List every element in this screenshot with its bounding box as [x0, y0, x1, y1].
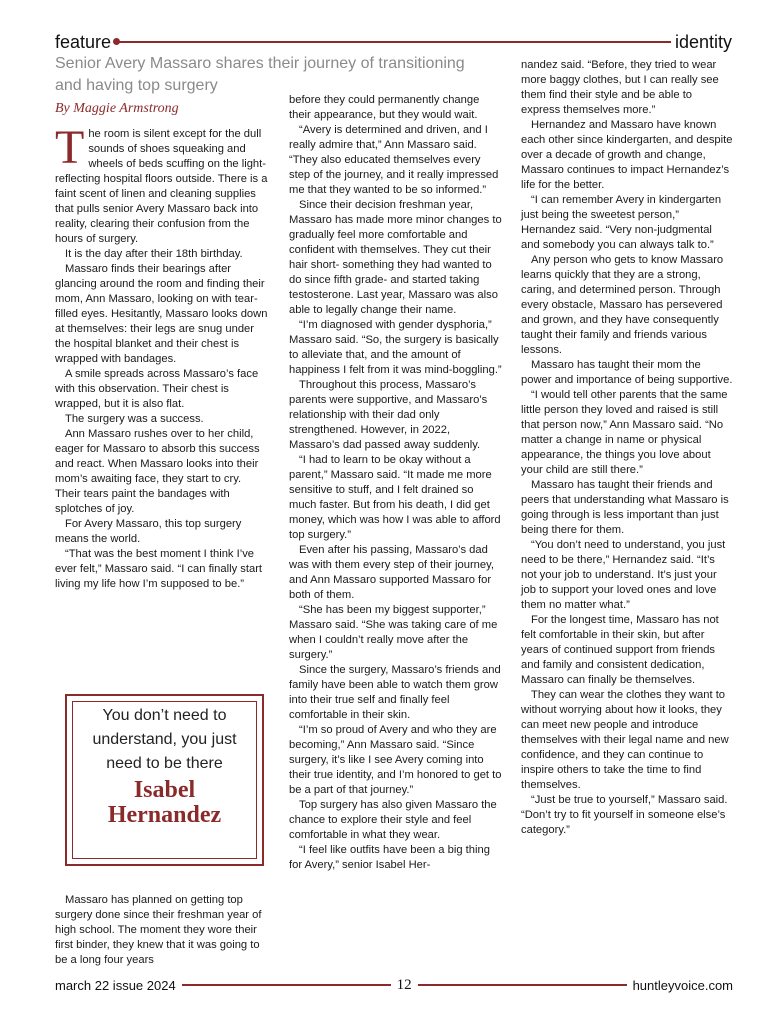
paragraph: “She has been my biggest supporter,” Massaro said. “She was taking care of me when I couldn’t really move after the surgery.” — [289, 604, 498, 661]
paragraph: Since the surgery, Massaro’s friends and family have been able to watch them grow into their true self and finally feel comfortable in their skin. — [289, 664, 501, 721]
paragraph: Massaro has taught their mom the power and importance of being supportive. — [521, 359, 733, 386]
pull-quote-text: You don’t need to understand, you just need to be there — [92, 707, 237, 772]
issue-date: march 22 issue 2024 — [55, 977, 176, 993]
pull-quote-inner-border — [72, 701, 257, 859]
paragraph: For Avery Massaro, this top surgery means the world. — [55, 518, 242, 545]
paragraph: “Just be true to yourself,” Massaro said. “Don’t try to fit yourself in someone else’s category.” — [521, 794, 728, 836]
paragraph: It is the day after their 18th birthday. — [65, 248, 243, 260]
site-url: huntleyvoice.com — [632, 977, 734, 993]
paragraph: “I can remember Avery in kindergarten just being the sweetest person,” Hernandez said. “Very non-judgmental and somebody you can always talk to.” — [521, 194, 722, 251]
paragraph: “You don’t need to understand, you just need to be there,” Hernandez said. “It’s not your job to understand. It’s just your job to support your loved ones and love them no matter what.” — [521, 539, 726, 611]
paragraph: Since their decision freshman year, Massaro has made more minor changes to gradually feel more comfortable and confident with themselves. They cut their hair short- something they had wanted to do since fifth grade- and started taking testosterone. Last year, Massaro was also able to legally change their name. — [289, 199, 502, 316]
drop-cap: T — [55, 121, 85, 174]
paragraph: The surgery was a success. — [65, 413, 204, 425]
paragraph: Ann Massaro rushes over to her child, eager for Massaro to absorb this success and react. When Massaro looks into their mom’s awaiting face, they start to cry. Their tears paint the bandages with splotches of joy. — [55, 428, 260, 515]
paragraph: Throughout this process, Massaro’s parents were supportive, and Massaro’s relationship with their dad only strengthened. However, in 2022, Massaro’s dad passed away suddenly. — [289, 379, 488, 451]
pull-quote-box — [65, 694, 264, 866]
header-rule — [115, 41, 671, 43]
paragraph: before they could permanently change their appearance, but they would wait. — [289, 94, 480, 121]
paragraph: “I’m so proud of Avery and who they are becoming,” Ann Massaro said. “Since surgery, it’s like I see Avery coming into their true identity, and I’m honored to get to be a part of that journey.” — [289, 724, 502, 796]
section-label-left: feature — [55, 31, 112, 52]
paragraph: “I feel like outfits have been a big thing for Avery,” senior Isabel Her- — [289, 844, 490, 871]
paragraph: nandez said. “Before, they tried to wear more baggy clothes, but I can really see them find their style and be able to express themselves more.” — [521, 59, 719, 116]
page-footer — [55, 975, 733, 995]
footer-rule — [418, 984, 627, 986]
article-subhead: Senior Avery Massaro shares their journey of transitioning and having top surgery — [55, 55, 465, 94]
paragraph: For the longest time, Massaro has not felt comfortable in their skin, but after years of continued support from friends and family and consistent dedication, Massaro can finally be themselves. — [521, 614, 719, 686]
column-1 — [55, 121, 269, 592]
column-1-bottom — [55, 893, 269, 968]
paragraph: Massaro finds their bearings after glancing around the room and finding their mom, Ann Massaro, looking on with tear-filled eyes. Hesitantly, Massaro looks down at themselves: their legs are snug under the hospital blanket and their chest is wrapped with bandages. — [55, 263, 268, 365]
paragraph: “I’m diagnosed with gender dysphoria,” Massaro said. “So, the surgery is basically to alleviate that, and the amount of happiness I felt from it was mind-boggling.” — [289, 319, 502, 376]
paragraph: “I would tell other parents that the same little person they loved and raised is still that person now,” Ann Massaro said. “No matter a change in name or physical appearance, the things you love about your child are still there.” — [521, 389, 728, 476]
pull-quote-attribution: Isabel Hernandez — [107, 777, 222, 828]
paragraph: Even after his passing, Massaro’s dad was with them every step of their journey, and Ann Massaro supported Massaro for both of them. — [289, 544, 494, 601]
paragraph: “I had to learn to be okay without a parent,” Massaro said. “It made me more sensitive to stuff, and I felt drained so much faster. But from his death, I did get money, which was how I was able to afford top surgery.” — [289, 454, 501, 541]
paragraph: Massaro has planned on getting top surgery done since their freshman year of high school. The moment they wore their first binder, they knew that it was going to be a long four years — [55, 894, 262, 966]
paragraph: Any person who gets to know Massaro learns quickly that they are a strong, caring, and determined person. Through every obstacle, Massaro has persevered and grown, and they have consequently taught their family and friends various lessons. — [521, 254, 724, 356]
paragraph: Hernandez and Massaro have known each other since kindergarten, and despite over a decade of growth and change, Massaro continues to impact Hernandez’s life for the better. — [521, 119, 733, 191]
byline: By Maggie Armstrong — [55, 101, 179, 116]
paragraph: They can wear the clothes they want to without worrying about how it looks, they can meet new people and introduce themselves with their legal name and new confidence, and they can continue to inspire others to take the time to find themselves. — [521, 689, 729, 791]
page-header — [55, 30, 732, 54]
paragraph: Top surgery has also given Massaro the chance to explore their style and feel comfortable in what they wear. — [289, 799, 497, 841]
footer-rule — [182, 984, 391, 986]
section-label-right: identity — [674, 31, 732, 52]
column-2 — [289, 93, 503, 873]
page-number: 12 — [396, 976, 412, 993]
lead-paragraph: The room is silent except for the dull sounds of shoes squeaking and wheels of beds scuffing on the light-reflecting hospital floors outside. There is a faint scent of linen and cleaning supplies that pulls senior Avery Massaro back into reality, clearing their confusion from the hours of surgery. — [55, 121, 268, 245]
paragraph: Massaro has taught their friends and peers that understanding what Massaro is going through is less important than just being there for them. — [521, 479, 729, 536]
paragraph: “That was the best moment I think I’ve ever felt,” Massaro said. “I can finally start living my life how I’m supposed to be.” — [55, 548, 263, 590]
paragraph: A smile spreads across Massaro’s face with this observation. Their chest is wrapped, but it is also flat. — [55, 368, 259, 410]
column-3 — [521, 58, 733, 838]
paragraph: “Avery is determined and driven, and I really admire that,” Ann Massaro said. “They also educated themselves every step of the journey, and it really impressed me that they wanted to be so informed.” — [289, 124, 499, 196]
